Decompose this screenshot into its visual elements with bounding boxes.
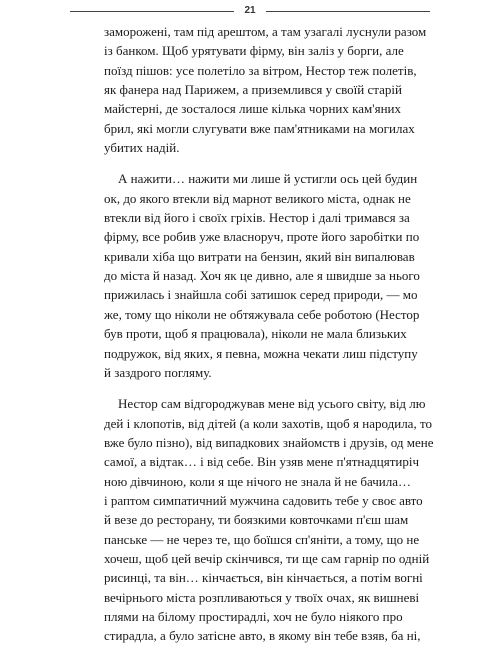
text-line: Нестор сам відгороджував мене від усього світу, від лю	[118, 396, 426, 412]
text-line: убитих надій.	[104, 140, 180, 156]
text-line: й заздрого погляму.	[104, 364, 212, 380]
paragraph-gap	[104, 157, 396, 169]
text-line: і раптом симпатичний мужчина садовить тебе у своє авто	[104, 492, 423, 508]
text-line: втекли від його і своїх гріхів. Нестор і далі тримався за	[104, 210, 410, 226]
text-line: подружок, від яких, я певна, можна чекати лиш підступу	[104, 345, 418, 361]
text-line: як фанера над Парижем, а приземлився у своїй старій	[104, 82, 402, 98]
text-line: вечірнього міста розпливаються у твоїх очах, як вишневі	[104, 589, 420, 605]
text-line: ною дівчиною, коли я ще нічого не знала й не бачила…	[104, 473, 412, 489]
text-line: вже було пізно), від випадкових знайомств і друзів, од мене	[104, 434, 434, 450]
paragraph	[104, 22, 427, 157]
text-line: ок, до якого втекли від марнот великого міста, однак не	[104, 190, 411, 206]
text-line: панське — не через те, що боїшся сп'яніти, а тому, що не	[104, 531, 420, 547]
page-number: 21	[244, 5, 256, 16]
text-line: поїзд пішов: усе полетіло за вітром, Нестор теж полетів,	[104, 62, 417, 78]
text-line: й везе до ресторану, ти боязкими ковточками п'єш шам	[104, 512, 409, 528]
text-line: плями на білому простирадлі, хоч не було ніякого про	[104, 608, 403, 624]
text-line: майстерні, де зосталося лише кілька чорних кам'яних	[104, 101, 401, 117]
paragraph	[104, 169, 420, 382]
text-line: до міста й назад. Хоч як це дивно, але я швидше за нього	[104, 268, 420, 284]
text-line: хочеш, щоб цей вечір скінчився, ти ще сам гарнір по одній	[104, 550, 430, 566]
header-rule-right	[266, 11, 430, 12]
text-line: із банком. Щоб урятувати фірму, він заліз у борги, але	[104, 43, 404, 59]
text-line: фірму, все робив уже власноруч, проте його заробітки по	[104, 229, 420, 245]
paragraph-gap	[104, 382, 396, 394]
text-line: прижилась і знайшла собі затишок серед природи, — мо	[104, 287, 418, 303]
text-line: же, тому що ніколи не обтяжувала себе роботою (Нестор	[104, 306, 420, 322]
text-line: самої, а відтак… і від себе. Він узяв мене п'ятнадцятиріч	[104, 454, 419, 470]
paragraph	[104, 394, 434, 645]
text-line: стирадла, а було затісне авто, в якому він тебе взяв, ба ні,	[104, 628, 421, 644]
page-header	[70, 3, 430, 17]
text-line: брил, які могли слугувати вже пам'ятниками на могилах	[104, 120, 415, 136]
text-line: дей і клопотів, від дітей (а коли захотів, щоб я народила, то	[104, 415, 432, 431]
text-line: був проти, щоб я працювала), ніколи не мала близьких	[104, 326, 407, 342]
text-line: А нажити… нажити ми лише й устигли ось цей будин	[118, 171, 418, 187]
body-text	[104, 22, 434, 646]
text-line: кривали хіба що витрати на бензин, який він випалював	[104, 248, 415, 264]
text-line: заморожені, там під арештом, а там узагалі луснули разом	[104, 24, 427, 39]
text-line: рисинці, та він… кінчається, він кінчається, а потім вогні	[104, 570, 423, 586]
